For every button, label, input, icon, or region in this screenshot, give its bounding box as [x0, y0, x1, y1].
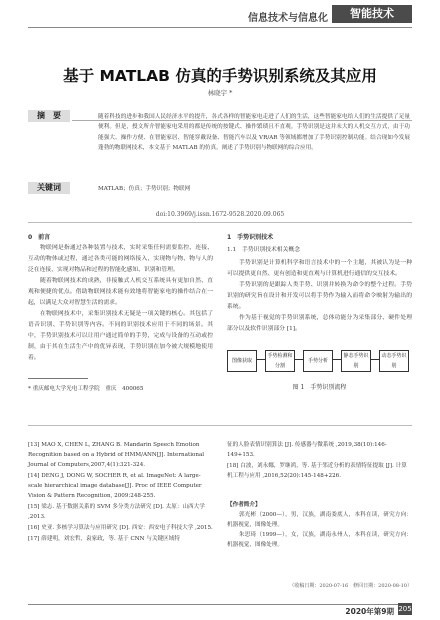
bio-line: 朱思琦（1999—），女，汉族，湖南永州人，本科在读，研究方向：机器视觉，图像处理。 — [227, 532, 412, 548]
flow-arrow — [371, 359, 379, 360]
right-column — [227, 232, 412, 335]
flow-box-analysis: 手势分析 — [303, 350, 333, 372]
paragraph: 在物联网技术中，采集识别技术无疑是一项关键的核心。其包括了语音识别、手势识别等内容。不同的识别技术应用于不同的场景。其中，手势识别技术可以让用户通过简单的手势，完成与设备的互动或控制，由于其在生活生产中的优异表现，手势识别在加今被大规模地使用着。 — [28, 311, 213, 361]
flow-arrow — [333, 359, 341, 360]
flow-diagram — [227, 346, 412, 376]
issue-label: 2020年第9期 — [345, 607, 394, 616]
body-divider — [28, 222, 412, 223]
received-dates: （收稿日期：2020-07-16 修回日期：2020-08-10） — [289, 583, 412, 589]
references-left — [28, 440, 213, 545]
section-tag: 智能技术 — [332, 5, 412, 23]
flow-box-static: 静态手势识别 — [341, 350, 371, 372]
paper-title: 基于 MATLAB 仿真的手势识别系统及其应用 — [63, 67, 377, 85]
refs-divider — [28, 425, 412, 426]
flow-box-dynamic: 动态手势识别 — [379, 350, 409, 372]
author-bio — [227, 500, 412, 550]
subsection-heading: 1.1 手势识别技术相关概念 — [227, 247, 300, 253]
figure-caption: 图 1 手势识别流程 — [292, 384, 347, 391]
section-heading-intro: 0 前言 — [28, 234, 51, 241]
section-heading-gesture: 1 手势识别技术 — [227, 234, 274, 241]
paragraph: 手势识别的是跟踪人类手势、识别并转换为命令的整个过程。手势识别的研究旨在设计和开发可以将手势作为输入而将命令映射为输出的系统。 — [227, 282, 412, 310]
keywords-label: 关键词 — [28, 182, 70, 194]
reference-item: [14] DENG J, DONG W, SOCHER R, et al. ImageNet: A large-scale hierarchical image database[J]. Proc of IEEE Computer Vision & Pattern Recognition, 2009:248-255. — [28, 473, 202, 499]
bio-title: 【作者简介】 — [227, 502, 261, 508]
reference-item: [16] 史亚. 多核学习算法与应用研究 [D]. 西安：西安电子科技大学 ,2015. — [28, 525, 213, 531]
page-number: 205 — [398, 605, 412, 613]
affiliation-divider — [28, 378, 88, 379]
bio-line: 郭光彬（2000—），男，汉族，湖南娄底人，本科在读，研究方向：机器视觉，图像处理。 — [227, 512, 412, 528]
flow-arrow — [295, 359, 303, 360]
affiliation: * 重庆邮电大学光电工程学院 重庆 400065 — [28, 386, 144, 392]
reference-item: [15] 梁志. 基于数据关系的 SVM 多分类方法研究 [D]. 太原：山西大学 ,2013. — [28, 504, 205, 520]
keywords-text: MATLAB；仿真；手势识别；物联网 — [98, 186, 191, 192]
paragraph: 物联网是指通过各种装置与技术，实时采集任何需要监控、连接、互动的物体或过程，通过各类可能的网络接入，实现物与物、物与人的泛在连接，实现对物品和过程的智能化感知、识别和管理。 — [28, 245, 213, 273]
author: 林晓宇 * — [207, 89, 233, 97]
doi: doi:10.3969/j.issn.1672-9528.2020.09.065 — [155, 211, 285, 218]
abstract-text: 随着科技的进步和我国人民经济水平的提升，各式各样的智能家电走进了人们的生活，这些智能家电给人们的生活提供了足量便利。但是，授文所介智能家电采用的都是传统的按键式、操作繁琐且不直观。手势识别是这并未大的人机交互方式，由于功能强大、操作方便、在智能家居、智能穿戴设备、智能汽车以及 VR/AR 等领域都增加了手势识别控制功能。结合现如今发展蓬勃的物联网技术，本文基于 MATLAB 的仿真，阐述了手势识别与物联网的综合应用。 — [98, 114, 410, 152]
paragraph: 作为基于视觉的手势识别系统，总体功能分为采集部分、硬件处理部分以及软件识别部分 [1]。 — [227, 315, 412, 332]
paragraph: 手势识别是计算机科学和语言技术中的一个主题，其被认为是一种可以提供更自然、更有创造和更直观与计算机进行通信的交互技术。 — [227, 260, 412, 277]
reference-item: [18] 白波，刘永娜，罗继鸿，等. 基于邻近分析的表情特征提取 [J]. 计算机工程与应用 ,2016,52(20):145-148+226. — [227, 463, 407, 479]
left-column — [28, 232, 213, 364]
reference-item: 征的人脸表情识别算法 [J]. 传感器与微系统 ,2019,38(10):146-149+153. — [227, 442, 387, 458]
header-divider — [28, 27, 412, 28]
footer-divider — [28, 604, 412, 605]
reference-item: [17] 薛建明，刘宏哲，袁家政，等. 基于 CNN 与关键区域特 — [28, 536, 180, 542]
flow-box-capture: 图像获取 — [227, 350, 257, 372]
abstract-block — [28, 104, 412, 202]
flow-arrow — [257, 359, 265, 360]
paragraph: 随着物联网技术的成熟，非接触式人机交互系统具有更加自然、直观和便捷的优点。借助物联网技术能有效地将智能家电的操作结合在一起，以满足大众对智慧生活的需求。 — [28, 278, 213, 306]
flow-box-detect: 手势检测和分割 — [265, 350, 295, 372]
references-right — [227, 440, 412, 482]
reference-item: [13] MAO X, CHEN L, ZHANG B. Mandarin Speech Emotion Recognition based on a Hybrid of HMM/ANN[J]. International Journal of Computers,2007,4(1):321-324. — [28, 442, 205, 468]
abstract-label: 摘 要 — [28, 110, 70, 122]
journal-name: 信息技术与信息化 — [248, 13, 328, 24]
